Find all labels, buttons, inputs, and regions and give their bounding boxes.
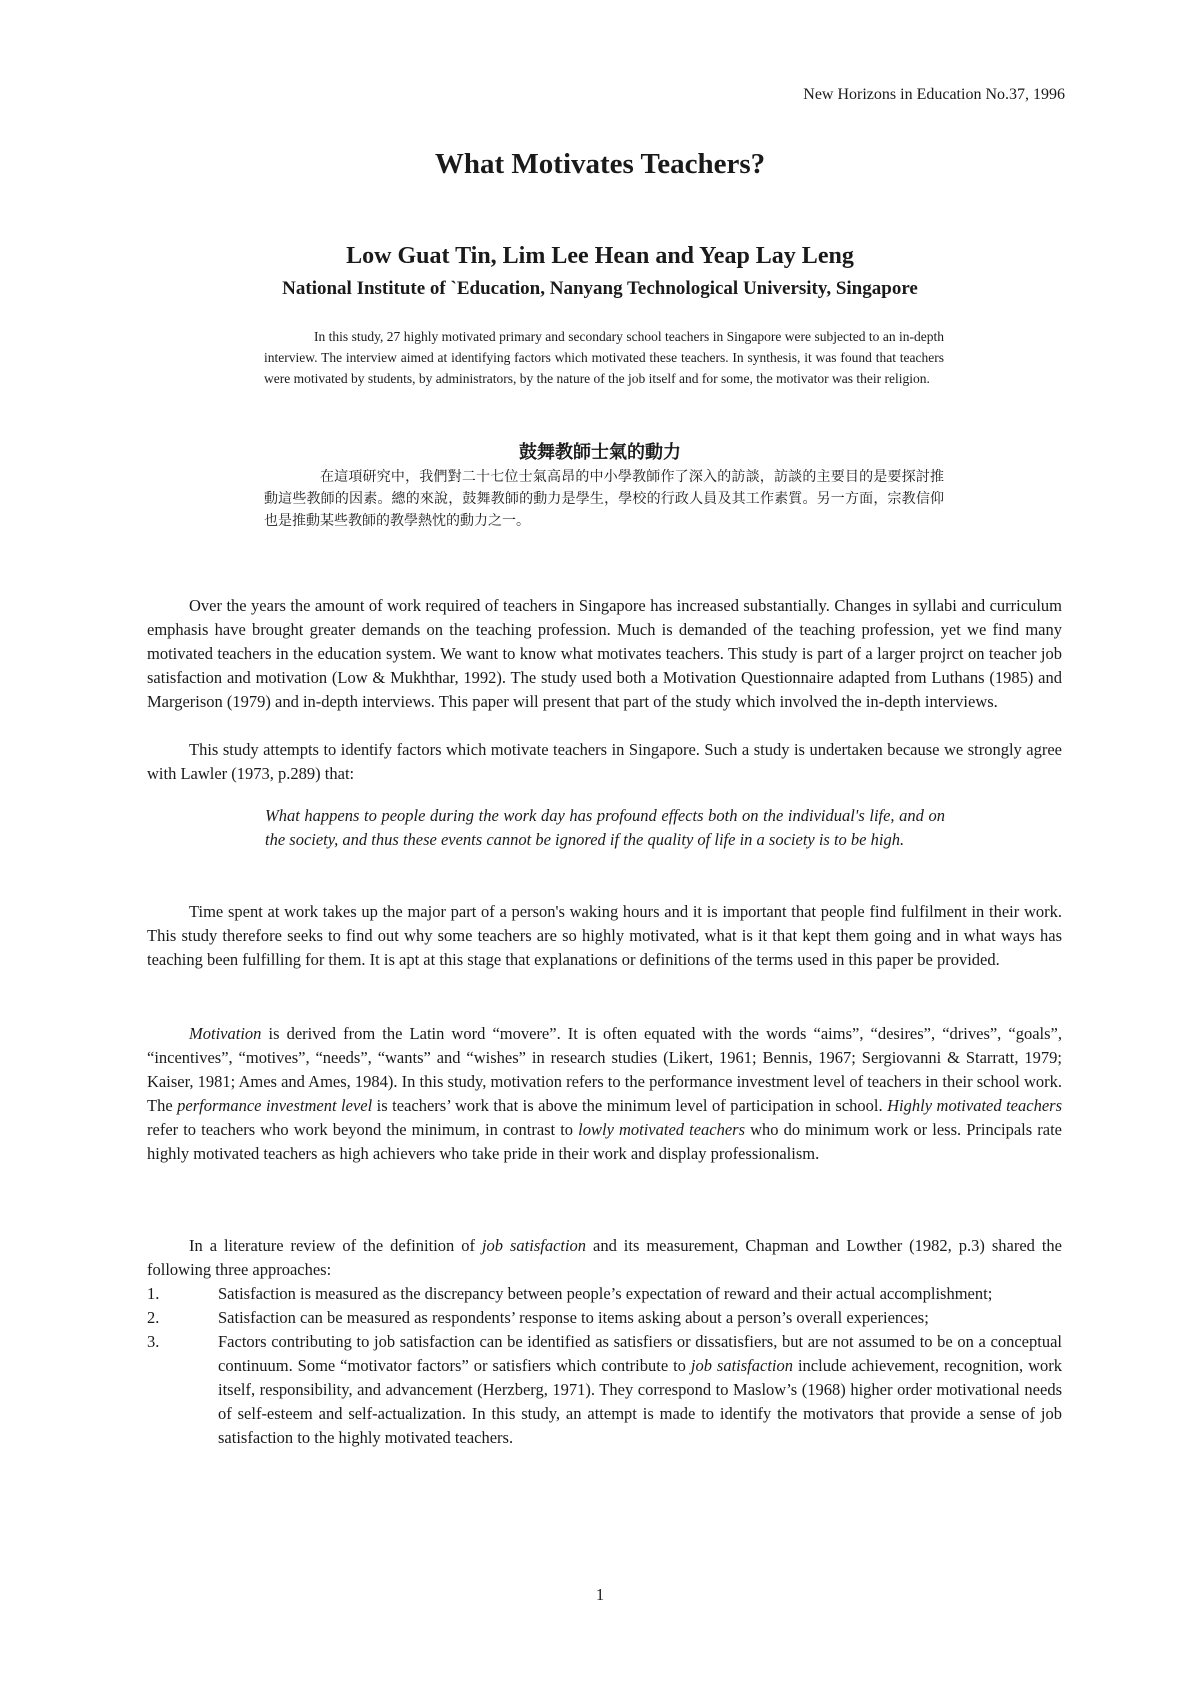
body-paragraph-1: Over the years the amount of work required of teachers in Singapore has increased substantially. Changes in syllabi and curriculum emphasis have brought greater demands on the teaching profession. Much is demanded of the teaching profession, yet we find many motivated teachers in the education system. We want to know what motivates teachers. This study is part of a larger projrct on teacher job satisfaction and motivation (Low & Mukhthar, 1992). The study used both a Motivation Questionnaire adapted from Luthans (1985) and Margerison (1979) and in-depth interviews. This paper will present that part of the study which involved the in-depth interviews. — [147, 596, 1062, 711]
body-paragraph-2: This study attempts to identify factors which motivate teachers in Singapore. Such a study is undertaken because we strongly agree with Lawler (1973, p.289) that: — [147, 740, 1062, 783]
term-motivation: Motivation — [189, 1024, 262, 1043]
paragraph-5-text-b: and its measurement, Chapman and Lowther (1982, p.3) shared the following three approaches: — [147, 1236, 1063, 1279]
english-abstract: In this study, 27 highly motivated primary and secondary school teachers in Singapore were subjected to an in-depth interview. The interview aimed at identifying factors which motivated these teachers. In synthesis, it was found that teachers were motivated by students, by administrators, by the nature of the job itself and for some, the motivator was their religion. — [264, 329, 944, 386]
author-affiliation: National Institute of `Education, Nanyang Technological University, Singapore — [282, 278, 918, 299]
term-lowly-motivated-teachers: lowly motivated teachers — [578, 1120, 746, 1139]
paper-title: What Motivates Teachers? — [434, 148, 766, 180]
paragraph-4-text-a: is derived from the Latin word “movere”. It is often equated with the words “aims”, “desires”, “drives”, “goals”, “incentives”, “motives”, “needs”, “wants” and “wishes” in research studies (Likert, 1961; Bennis, 1967; Sergiovanni & Starratt, 1979; Kaiser, 1981; Ames and Ames, 1984). In this study, motivation refers to the performance investment level of teachers in their school work. The — [147, 1024, 1062, 1115]
approaches-list — [147, 1282, 1062, 1450]
journal-header: New Horizons in Education No.37, 1996 — [803, 86, 1065, 103]
body-paragraph-4 — [147, 1022, 1062, 1166]
page-number: 1 — [595, 1585, 605, 1604]
list-item — [147, 1306, 1062, 1330]
list-item — [147, 1330, 1062, 1450]
list-item-text: Satisfaction can be measured as respondents’ response to items asking about a person’s overall experiences; — [218, 1308, 929, 1327]
paragraph-4-text-d: who do minimum work or less. Principals rate highly motivated teachers as high achievers who take pride in their work and display professionalism. — [147, 1120, 1062, 1163]
term-job-satisfaction-2: job satisfaction — [690, 1356, 794, 1375]
list-number: 2. — [147, 1308, 160, 1327]
chinese-abstract-text: 在這項研究中，我們對二十七位士氣高昂的中小學教師作了深入的訪談，訪談的主要目的是要探討推動這些教師的因素。總的來說，鼓舞教師的動力是學生，學校的行政人員及其工作素質。另一方面，宗教信仰也是推動某些教師的教學熱忱的動力之一。 — [264, 469, 944, 529]
body-paragraph-3: Time spent at work takes up the major part of a person's waking hours and it is important that people find fulfilment in their work. This study therefore seeks to find out why some teachers are so highly motivated, what is it that kept them going and in what ways has teaching been fulfilling for them. It is apt at this stage that explanations or definitions of the terms used in this paper be provided. — [147, 902, 1062, 969]
term-highly-motivated-teachers: Highly motivated teachers — [887, 1096, 1062, 1115]
list-number: 1. — [147, 1284, 160, 1303]
block-quote: What happens to people during the work day has profound effects both on the individual's life, and on the society, and thus these events cannot be ignored if the quality of life in a society is to be high. — [265, 806, 945, 849]
body-paragraph-5 — [147, 1234, 1062, 1282]
paragraph-4-text-c: refer to teachers who work beyond the minimum, in contrast to — [147, 1120, 579, 1139]
chinese-abstract-title: 鼓舞教師士氣的動力 — [519, 442, 681, 463]
list-item-text: Satisfaction is measured as the discrepancy between people’s expectation of reward and their actual accomplishment; — [218, 1284, 993, 1303]
paragraph-5-text-a: In a literature review of the definition of — [189, 1236, 482, 1255]
list-item-3-text-b: include achievement, recognition, work itself, responsibility, and advancement (Herzberg, 1971). They correspond to Maslow’s (1968) higher order motivational needs of self-esteem and self-actualization. In this study, an attempt is made to identify the motivators that provide a sense of job satisfaction to the highly motivated teachers. — [218, 1356, 1063, 1447]
list-item-3-text-a: Factors contributing to job satisfaction can be identified as satisfiers or dissatisfiers, but are not assumed to be on a conceptual continuum. Some “motivator factors” or satisfiers which contribute to — [218, 1332, 1062, 1375]
term-job-satisfaction: job satisfaction — [481, 1236, 587, 1255]
term-performance-investment-level: performance investment level — [177, 1096, 373, 1115]
author-list: Low Guat Tin, Lim Lee Hean and Yeap Lay Leng — [346, 243, 854, 269]
paragraph-4-text-b: is teachers’ work that is above the minimum level of participation in school. — [372, 1096, 888, 1115]
list-number: 3. — [147, 1332, 160, 1351]
list-item-text — [218, 1332, 1062, 1447]
list-item — [147, 1282, 1062, 1306]
